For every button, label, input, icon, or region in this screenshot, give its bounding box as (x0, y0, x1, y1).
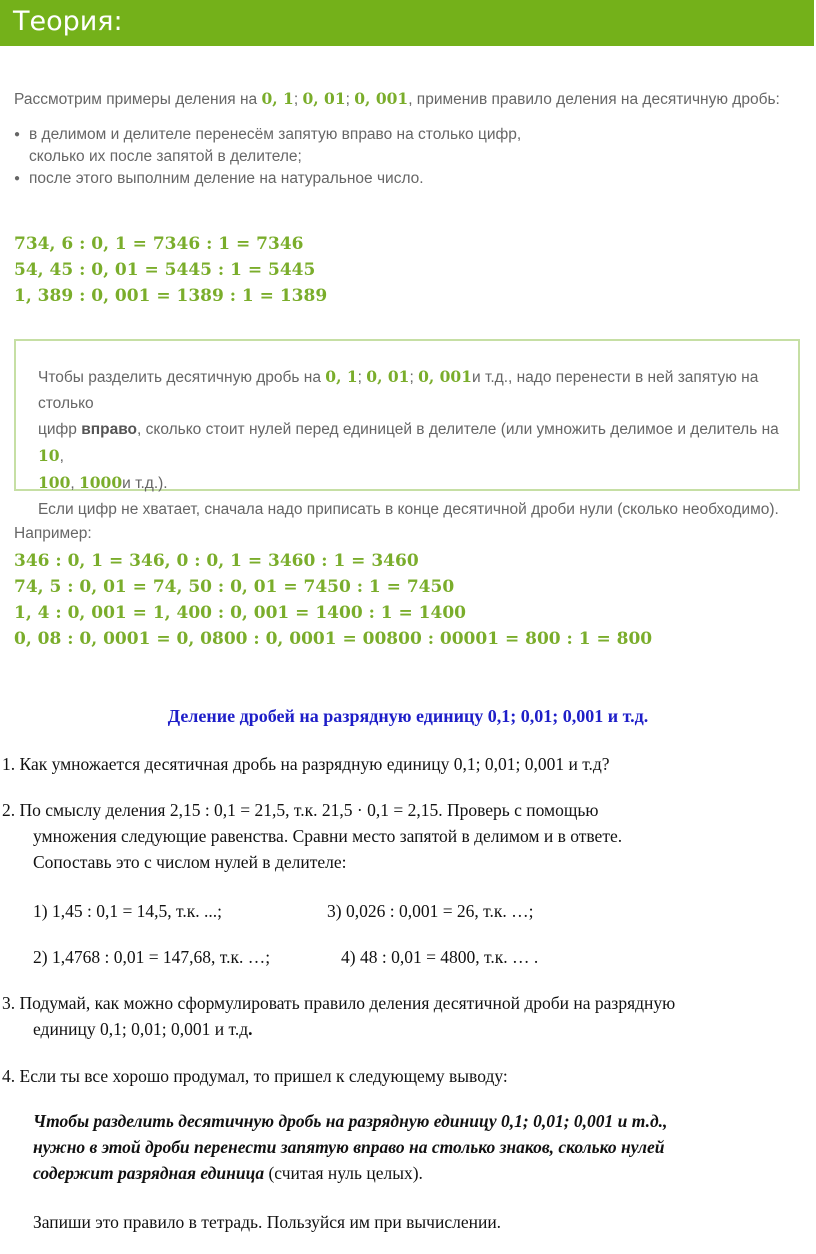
theory-banner (0, 0, 814, 46)
theory-bullets (14, 124, 521, 190)
banner-title: Теория: (13, 6, 123, 37)
bullet-item: ● в делимом и делителе перенесём запятую вправо на столько цифр, сколько их после запятой в делителе; (14, 124, 521, 168)
exercise-3: 3) 0,026 : 0,001 = 26, т.к. …; (327, 901, 534, 921)
theory-intro: Рассмотрим примеры деления на 0, 1; 0, 01; 0, 001, применив правило деления на десятичную дробь: (14, 89, 780, 108)
exercise-2: 2) 1,4768 : 0,01 = 147,68, т.к. …; (33, 947, 271, 967)
example-line: 1, 4 : 0, 001 = 1, 400 : 0, 001 = 1400 : 1 = 1400 (14, 603, 466, 623)
final-instruction: Запиши это правило в тетрадь. Пользуйся им при вычислении. (33, 1212, 502, 1232)
rule-box (14, 339, 800, 518)
equation-line: 1, 389 : 0, 001 = 1389 : 1 = 1389 (14, 286, 328, 306)
equation-line: 54, 45 : 0, 01 = 5445 : 1 = 5445 (14, 260, 316, 280)
question-2: 2. По смыслу деления 2,15 : 0,1 = 21,5, т.к. 21,5 · 0,1 = 2,15. Проверь с помощью умножения следующие равенства. Сравни место запятой в делимом и в ответе. Сопоставь это с числом нулей в делителе: (2, 800, 623, 872)
bold-word: вправо (81, 421, 137, 438)
rule-conclusion: Чтобы разделить десятичную дробь на разрядную единицу 0,1; 0,01; 0,001 и т.д., нужно в этой дроби перенести запятую вправо на столько знаков, сколько нулей содержит разрядная единица (считая нуль целых). (33, 1111, 668, 1183)
bullet-item: ● после этого выполним деление на натуральное число. (14, 168, 521, 190)
question-4: 4. Если ты все хорошо продумал, то пришел к следующему выводу: (2, 1066, 508, 1086)
exercise-1: 1) 1,45 : 0,1 = 14,5, т.к. ...; (33, 901, 223, 921)
exercise-4: 4) 48 : 0,01 = 4800, т.к. … . (341, 947, 539, 967)
example-line: 74, 5 : 0, 01 = 74, 50 : 0, 01 = 7450 : 1 = 7450 (14, 577, 455, 597)
equation-line: 734, 6 : 0, 1 = 7346 : 1 = 7346 (14, 234, 304, 254)
example-label: Например: (14, 525, 92, 542)
question-1: 1. Как умножается десятичная дробь на разрядную единицу 0,1; 0,01; 0,001 и т.д? (2, 754, 610, 774)
question-3: 3. Подумай, как можно сформулировать правило деления десятичной дроби на разрядную единицу 0,1; 0,01; 0,001 и т.д. (2, 993, 676, 1039)
tasks-heading: Деление дробей на разрядную единицу 0,1; 0,01; 0,001 и т.д. (167, 706, 649, 726)
example-line: 0, 08 : 0, 0001 = 0, 0800 : 0, 0001 = 00800 : 00001 = 800 : 1 = 800 (14, 629, 653, 649)
example-line: 346 : 0, 1 = 346, 0 : 0, 1 = 3460 : 1 = 3460 (14, 551, 419, 571)
rule-box-text: Чтобы разделить десятичную дробь на 0, 1; 0, 01; 0, 001и т.д., надо перенести в ней запятую на столько цифр вправо, сколько стоит нулей перед единицей в делителе (или умножить делимое и делитель на 10, 100, 1000и т.д.). Если цифр не хватает, сначала надо приписать в конце десятичной дроби нули (сколько необходимо). (38, 367, 779, 518)
